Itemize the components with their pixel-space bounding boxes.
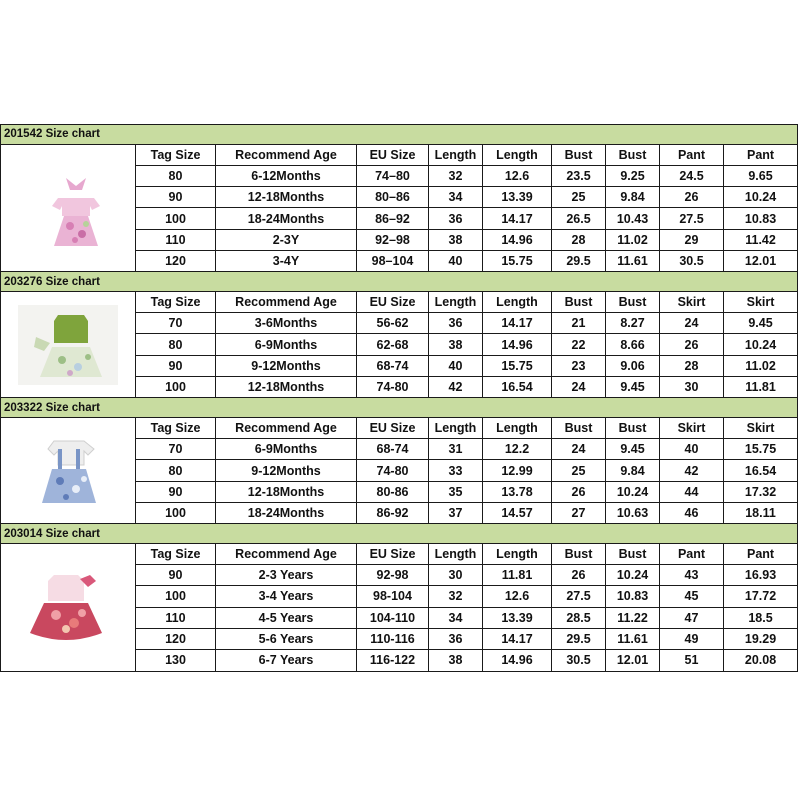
table-cell: 80 <box>136 334 216 355</box>
product-image <box>18 431 118 511</box>
column-header: EU Size <box>357 417 429 438</box>
table-cell: 110 <box>136 607 216 628</box>
section-title-row <box>1 398 798 418</box>
table-cell: 24 <box>660 313 724 334</box>
table-cell: 86–92 <box>357 208 429 229</box>
table-cell: 16.93 <box>724 565 798 586</box>
table-cell: 34 <box>429 187 483 208</box>
column-header: Recommend Age <box>216 543 357 564</box>
table-cell: 26.5 <box>552 208 606 229</box>
table-cell: 12-18Months <box>216 376 357 397</box>
table-cell: 19.29 <box>724 628 798 649</box>
table-cell: 12.01 <box>724 250 798 271</box>
column-header: Length <box>429 291 483 312</box>
column-header: Length <box>483 144 552 165</box>
table-cell: 23 <box>552 355 606 376</box>
product-image-cell <box>1 291 136 397</box>
column-header: Tag Size <box>136 291 216 312</box>
table-cell: 22 <box>552 334 606 355</box>
table-cell: 8.27 <box>606 313 660 334</box>
table-cell: 74-80 <box>357 460 429 481</box>
table-cell: 9-12Months <box>216 355 357 376</box>
table-cell: 62-68 <box>357 334 429 355</box>
table-cell: 47 <box>660 607 724 628</box>
table-cell: 14.57 <box>483 502 552 523</box>
table-cell: 2-3 Years <box>216 565 357 586</box>
table-cell: 9.06 <box>606 355 660 376</box>
table-cell: 11.42 <box>724 229 798 250</box>
header-row <box>1 417 798 438</box>
table-cell: 2-3Y <box>216 229 357 250</box>
table-cell: 86-92 <box>357 502 429 523</box>
table-cell: 18-24Months <box>216 208 357 229</box>
table-cell: 37 <box>429 502 483 523</box>
column-header: Tag Size <box>136 543 216 564</box>
table-cell: 5-6 Years <box>216 628 357 649</box>
section-title-row <box>1 272 798 292</box>
table-cell: 12.2 <box>483 439 552 460</box>
table-cell: 14.96 <box>483 229 552 250</box>
table-cell: 6-9Months <box>216 334 357 355</box>
table-cell: 120 <box>136 628 216 649</box>
table-cell: 10.63 <box>606 502 660 523</box>
section-title: 203276 Size chart <box>1 272 798 292</box>
column-header: Length <box>429 543 483 564</box>
section-title: 201542 Size chart <box>1 125 798 145</box>
table-cell: 38 <box>429 650 483 671</box>
column-header: Length <box>483 543 552 564</box>
table-cell: 13.39 <box>483 607 552 628</box>
table-cell: 130 <box>136 650 216 671</box>
table-cell: 6-7 Years <box>216 650 357 671</box>
table-cell: 18.11 <box>724 502 798 523</box>
table-cell: 12.6 <box>483 586 552 607</box>
table-cell: 25 <box>552 187 606 208</box>
table-cell: 110-116 <box>357 628 429 649</box>
table-cell: 25 <box>552 460 606 481</box>
table-cell: 29.5 <box>552 628 606 649</box>
table-cell: 6-12Months <box>216 165 357 186</box>
table-cell: 3-4 Years <box>216 586 357 607</box>
table-cell: 26 <box>660 334 724 355</box>
table-cell: 16.54 <box>483 376 552 397</box>
table-cell: 27.5 <box>660 208 724 229</box>
table-cell: 30.5 <box>552 650 606 671</box>
table-cell: 49 <box>660 628 724 649</box>
table-cell: 100 <box>136 376 216 397</box>
table-cell: 9.84 <box>606 187 660 208</box>
column-header: Skirt <box>724 291 798 312</box>
product-image <box>18 168 118 248</box>
table-cell: 90 <box>136 481 216 502</box>
table-cell: 10.83 <box>606 586 660 607</box>
table-cell: 15.75 <box>724 439 798 460</box>
table-cell: 35 <box>429 481 483 502</box>
table-cell: 9.84 <box>606 460 660 481</box>
table-cell: 36 <box>429 208 483 229</box>
section-title: 203322 Size chart <box>1 398 798 418</box>
column-header: Recommend Age <box>216 417 357 438</box>
table-cell: 42 <box>660 460 724 481</box>
table-cell: 20.08 <box>724 650 798 671</box>
table-cell: 100 <box>136 208 216 229</box>
table-cell: 9.45 <box>606 376 660 397</box>
column-header: Pant <box>660 543 724 564</box>
table-cell: 43 <box>660 565 724 586</box>
table-cell: 10.24 <box>724 334 798 355</box>
table-cell: 10.24 <box>606 565 660 586</box>
table-cell: 14.17 <box>483 628 552 649</box>
table-cell: 8.66 <box>606 334 660 355</box>
table-cell: 31 <box>429 439 483 460</box>
header-row <box>1 543 798 564</box>
table-cell: 51 <box>660 650 724 671</box>
column-header: Bust <box>552 291 606 312</box>
column-header: Recommend Age <box>216 144 357 165</box>
table-cell: 6-9Months <box>216 439 357 460</box>
table-cell: 40 <box>429 250 483 271</box>
table-cell: 116-122 <box>357 650 429 671</box>
column-header: EU Size <box>357 144 429 165</box>
column-header: Bust <box>552 417 606 438</box>
table-cell: 11.61 <box>606 250 660 271</box>
table-cell: 70 <box>136 439 216 460</box>
product-image-cell <box>1 543 136 671</box>
column-header: Length <box>483 417 552 438</box>
table-cell: 9.45 <box>606 439 660 460</box>
table-cell: 90 <box>136 565 216 586</box>
section-title-row <box>1 125 798 145</box>
table-cell: 14.17 <box>483 208 552 229</box>
header-row <box>1 291 798 312</box>
table-cell: 11.22 <box>606 607 660 628</box>
table-cell: 36 <box>429 313 483 334</box>
table-cell: 30 <box>660 376 724 397</box>
table-cell: 30.5 <box>660 250 724 271</box>
table-cell: 17.32 <box>724 481 798 502</box>
table-cell: 13.78 <box>483 481 552 502</box>
table-cell: 4-5 Years <box>216 607 357 628</box>
table-cell: 29.5 <box>552 250 606 271</box>
table-cell: 26 <box>552 565 606 586</box>
table-cell: 14.96 <box>483 334 552 355</box>
column-header: Tag Size <box>136 417 216 438</box>
table-cell: 11.81 <box>483 565 552 586</box>
table-cell: 46 <box>660 502 724 523</box>
table-cell: 17.72 <box>724 586 798 607</box>
table-cell: 36 <box>429 628 483 649</box>
table-cell: 42 <box>429 376 483 397</box>
table-cell: 26 <box>660 187 724 208</box>
table-cell: 10.24 <box>606 481 660 502</box>
table-cell: 80–86 <box>357 187 429 208</box>
product-image-cell <box>1 417 136 523</box>
column-header: Length <box>429 417 483 438</box>
table-cell: 32 <box>429 586 483 607</box>
table-cell: 68-74 <box>357 355 429 376</box>
table-cell: 26 <box>552 481 606 502</box>
product-image <box>18 567 118 647</box>
size-chart <box>0 124 797 672</box>
column-header: Skirt <box>724 417 798 438</box>
table-cell: 40 <box>660 439 724 460</box>
table-cell: 27 <box>552 502 606 523</box>
table-cell: 15.75 <box>483 250 552 271</box>
column-header: Skirt <box>660 417 724 438</box>
table-cell: 11.02 <box>724 355 798 376</box>
table-cell: 21 <box>552 313 606 334</box>
column-header: Bust <box>552 144 606 165</box>
table-cell: 28 <box>660 355 724 376</box>
column-header: EU Size <box>357 291 429 312</box>
table-cell: 92–98 <box>357 229 429 250</box>
table-cell: 70 <box>136 313 216 334</box>
table-cell: 12.01 <box>606 650 660 671</box>
column-header: Bust <box>606 291 660 312</box>
table-cell: 44 <box>660 481 724 502</box>
column-header: Bust <box>552 543 606 564</box>
table-cell: 9.45 <box>724 313 798 334</box>
column-header: Pant <box>660 144 724 165</box>
table-cell: 9-12Months <box>216 460 357 481</box>
table-cell: 3-6Months <box>216 313 357 334</box>
table-cell: 28.5 <box>552 607 606 628</box>
table-cell: 14.96 <box>483 650 552 671</box>
column-header: Bust <box>606 144 660 165</box>
table-cell: 28 <box>552 229 606 250</box>
table-cell: 90 <box>136 187 216 208</box>
table-cell: 33 <box>429 460 483 481</box>
table-cell: 11.61 <box>606 628 660 649</box>
table-cell: 24 <box>552 439 606 460</box>
product-image-cell <box>1 144 136 272</box>
column-header: Bust <box>606 417 660 438</box>
table-cell: 9.65 <box>724 165 798 186</box>
table-cell: 29 <box>660 229 724 250</box>
table-cell: 120 <box>136 250 216 271</box>
table-cell: 18.5 <box>724 607 798 628</box>
table-cell: 80 <box>136 460 216 481</box>
table-cell: 24.5 <box>660 165 724 186</box>
table-cell: 11.02 <box>606 229 660 250</box>
table-cell: 12-18Months <box>216 481 357 502</box>
table-cell: 13.39 <box>483 187 552 208</box>
table-cell: 3-4Y <box>216 250 357 271</box>
column-header: EU Size <box>357 543 429 564</box>
table-cell: 40 <box>429 355 483 376</box>
column-header: Pant <box>724 543 798 564</box>
table-cell: 74–80 <box>357 165 429 186</box>
table-cell: 110 <box>136 229 216 250</box>
table-cell: 100 <box>136 502 216 523</box>
table-cell: 98–104 <box>357 250 429 271</box>
table-cell: 56-62 <box>357 313 429 334</box>
table-cell: 30 <box>429 565 483 586</box>
column-header: Length <box>429 144 483 165</box>
table-cell: 92-98 <box>357 565 429 586</box>
table-cell: 80-86 <box>357 481 429 502</box>
table-cell: 38 <box>429 229 483 250</box>
table-cell: 104-110 <box>357 607 429 628</box>
product-image <box>18 305 118 385</box>
table-cell: 16.54 <box>724 460 798 481</box>
table-cell: 11.81 <box>724 376 798 397</box>
table-cell: 10.43 <box>606 208 660 229</box>
section-title-row <box>1 524 798 544</box>
table-cell: 10.83 <box>724 208 798 229</box>
table-cell: 68-74 <box>357 439 429 460</box>
column-header: Skirt <box>660 291 724 312</box>
header-row <box>1 144 798 165</box>
table-cell: 12.99 <box>483 460 552 481</box>
table-cell: 32 <box>429 165 483 186</box>
table-cell: 80 <box>136 165 216 186</box>
table-cell: 12-18Months <box>216 187 357 208</box>
table-cell: 24 <box>552 376 606 397</box>
table-cell: 100 <box>136 586 216 607</box>
table-cell: 14.17 <box>483 313 552 334</box>
table-cell: 10.24 <box>724 187 798 208</box>
table-cell: 18-24Months <box>216 502 357 523</box>
column-header: Length <box>483 291 552 312</box>
table-cell: 98-104 <box>357 586 429 607</box>
table-cell: 23.5 <box>552 165 606 186</box>
table-cell: 27.5 <box>552 586 606 607</box>
table-cell: 38 <box>429 334 483 355</box>
column-header: Tag Size <box>136 144 216 165</box>
table-cell: 15.75 <box>483 355 552 376</box>
table-cell: 9.25 <box>606 165 660 186</box>
table-cell: 12.6 <box>483 165 552 186</box>
size-chart-table <box>0 124 798 672</box>
table-cell: 74-80 <box>357 376 429 397</box>
table-cell: 45 <box>660 586 724 607</box>
table-cell: 34 <box>429 607 483 628</box>
column-header: Bust <box>606 543 660 564</box>
column-header: Pant <box>724 144 798 165</box>
column-header: Recommend Age <box>216 291 357 312</box>
table-cell: 90 <box>136 355 216 376</box>
section-title: 203014 Size chart <box>1 524 798 544</box>
